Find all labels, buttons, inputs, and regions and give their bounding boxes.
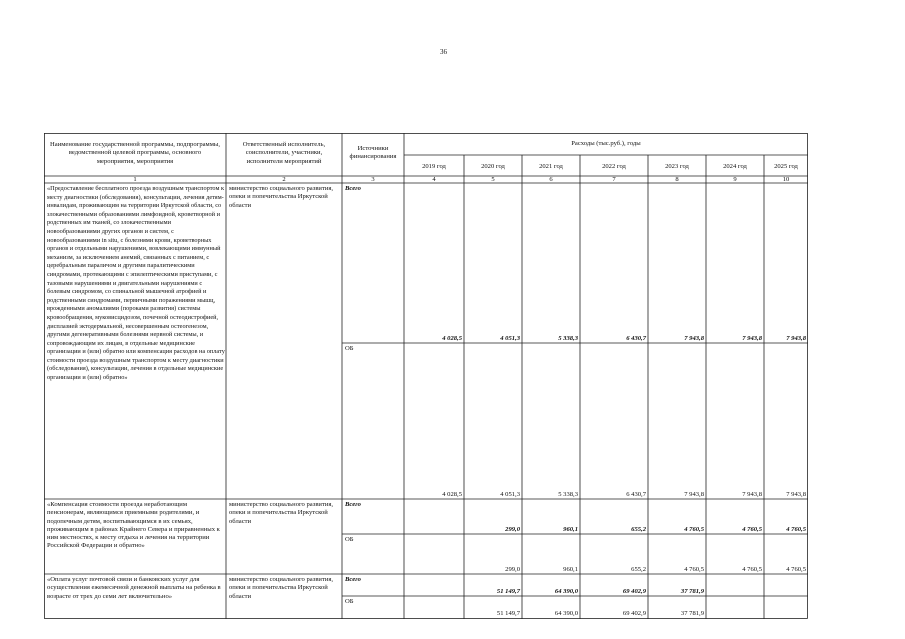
- row-1-ob-2019: 4 028,5: [442, 491, 462, 498]
- header-expenses: Расходы (тыс.руб.), годы: [571, 140, 641, 147]
- row-2-total-2023: 4 760,5: [684, 526, 704, 533]
- row-1-executor: министерство социального развития, опеки и попечительства Иркутской области: [229, 185, 334, 209]
- row-1-name: «Предоставление бесплатного проезда воздушным транспортом к месту диагностики (обследования), консультации, лечения детям-инвалидам, проживающим на территории Иркутской области, со злокачественными образованиями лимфоидной, кроветворной и родственных им тканей, со злокачественными новообразованиями других органов и систем, с новообразованиями in situ, с болезнями крови, кроветворных органов и отдельными нарушениями, вовлекающими иммунный механизм, за исключением анемий, связанных с питанием, с церебральным параличом и другими паралитическими синдромами, протекающими с эпилептическими приступами, с тазовыми нарушениями и двигательными нарушениями с болевым синдромом, со спинальной мышечной атрофией и родственными синдромами, первичными поражениями мышц, врожденными аномалиями (пороками развития) системы кровообращения, муковисцидозом, почечной остеодистрофией, дисплазией эктодермальной, несовершенным остеогенезом, другими дегенеративными болезнями нервной системы, и сопровождающим их лицам, в отдельные медицинские организации и (или) обратно или компенсация расходов на оплату стоимости проезда воздушным транспортом к месту диагностики (обследования), консультации, лечения в отдельные медицинские организации и (или) обратно»: [47, 185, 225, 382]
- row-2-ob-label: ОБ: [345, 536, 354, 543]
- col-number-2: 2: [282, 176, 286, 183]
- col-number-9: 9: [733, 176, 737, 183]
- row-3-total-2020: 51 149,7: [496, 588, 520, 595]
- page-number: 36: [440, 48, 447, 56]
- year-2021: 2021 год: [539, 163, 563, 170]
- row-3-total-2023: 37 781,9: [680, 588, 704, 595]
- row-1-ob-2022: 6 430,7: [626, 491, 646, 498]
- year-2024: 2024 год: [723, 163, 747, 170]
- row-1-total-2023: 7 943,8: [684, 335, 704, 342]
- row-2-name: «Компенсация стоимости проезда неработающим пенсионерам, являющимся приемными родителями, и подопечным детям, воспитывающимся в их семьях, проживающим в районах Крайнего Севера и приравненных к ним местностях, к месту отдыха и лечения на территории Российской Федерации и обратно»: [47, 501, 220, 550]
- row-1-ob-2023: 7 943,8: [684, 491, 704, 498]
- row-1-total-2019: 4 028,5: [442, 335, 462, 342]
- row-1-ob-label: ОБ: [345, 345, 354, 352]
- row-1-total-2024: 7 943,8: [742, 335, 762, 342]
- year-2025: 2025 год: [774, 163, 798, 170]
- row-3-executor: министерство социального развития, опеки и попечительства Иркутской области: [229, 576, 334, 600]
- header-name: Наименование государственной программы, подпрограммы, ведомственной целевой программы, основного мероприятия, мероприятия: [50, 141, 220, 165]
- row-3-ob-label: ОБ: [345, 598, 354, 605]
- col-number-8: 8: [675, 176, 679, 183]
- header-source: Источники финансирования: [349, 145, 397, 161]
- col-number-6: 6: [549, 176, 553, 183]
- row-3-ob-2020: 51 149,7: [496, 610, 520, 617]
- col-number-5: 5: [491, 176, 495, 183]
- row-2-ob-2022: 655,2: [631, 566, 646, 573]
- row-2-executor: министерство социального развития, опеки и попечительства Иркутской области: [229, 501, 334, 525]
- row-2-ob-2021: 960,1: [563, 566, 578, 573]
- row-3-ob-2022: 69 402,9: [622, 610, 646, 617]
- row-1-ob-2021: 5 338,3: [558, 491, 578, 498]
- row-2-total-label: Всего: [345, 501, 361, 508]
- year-2019: 2019 год: [422, 163, 446, 170]
- col-number-10: 10: [782, 176, 790, 183]
- row-3-total-2022: 69 402,9: [622, 588, 646, 595]
- row-1-ob-2024: 7 943,8: [742, 491, 762, 498]
- row-1-total-2020: 4 051,3: [500, 335, 520, 342]
- row-2-total-2024: 4 760,5: [742, 526, 762, 533]
- row-1-total-2025: 7 943,8: [786, 335, 806, 342]
- row-2-total-2025: 4 760,5: [786, 526, 806, 533]
- row-2-total-2020: 299,0: [505, 526, 520, 533]
- row-3-ob-2023: 37 781,9: [680, 610, 704, 617]
- row-1-total-label: Всего: [345, 185, 361, 192]
- col-number-1: 1: [133, 176, 137, 183]
- row-1-ob-2020: 4 051,3: [500, 491, 520, 498]
- year-2020: 2020 год: [481, 163, 505, 170]
- year-2022: 2022 год: [602, 163, 626, 170]
- row-1-total-2022: 6 430,7: [626, 335, 646, 342]
- year-2023: 2023 год: [665, 163, 689, 170]
- row-2-total-2022: 655,2: [631, 526, 646, 533]
- col-number-4: 4: [432, 176, 436, 183]
- row-2-ob-2023: 4 760,5: [684, 566, 704, 573]
- row-2-ob-2025: 4 760,5: [786, 566, 806, 573]
- col-number-7: 7: [612, 176, 616, 183]
- row-1-total-2021: 5 338,3: [558, 335, 578, 342]
- budget-table: [44, 133, 808, 619]
- row-2-total-2021: 960,1: [563, 526, 578, 533]
- header-executor: Ответственный исполнитель, соисполнители, участники, исполнители мероприятий: [242, 141, 326, 165]
- row-3-name: «Оплата услуг почтовой связи и банковских услуг для осуществления ежемесячной денежной выплаты на ребенка в возрасте от трех до семи лет включительно»: [47, 576, 221, 600]
- row-3-total-2021: 64 390,0: [554, 588, 578, 595]
- row-3-total-label: Всего: [345, 576, 361, 583]
- row-2-ob-2020: 299,0: [505, 566, 520, 573]
- row-2-ob-2024: 4 760,5: [742, 566, 762, 573]
- row-1-ob-2025: 7 943,8: [786, 491, 806, 498]
- col-number-3: 3: [371, 176, 375, 183]
- row-3-ob-2021: 64 390,0: [554, 610, 578, 617]
